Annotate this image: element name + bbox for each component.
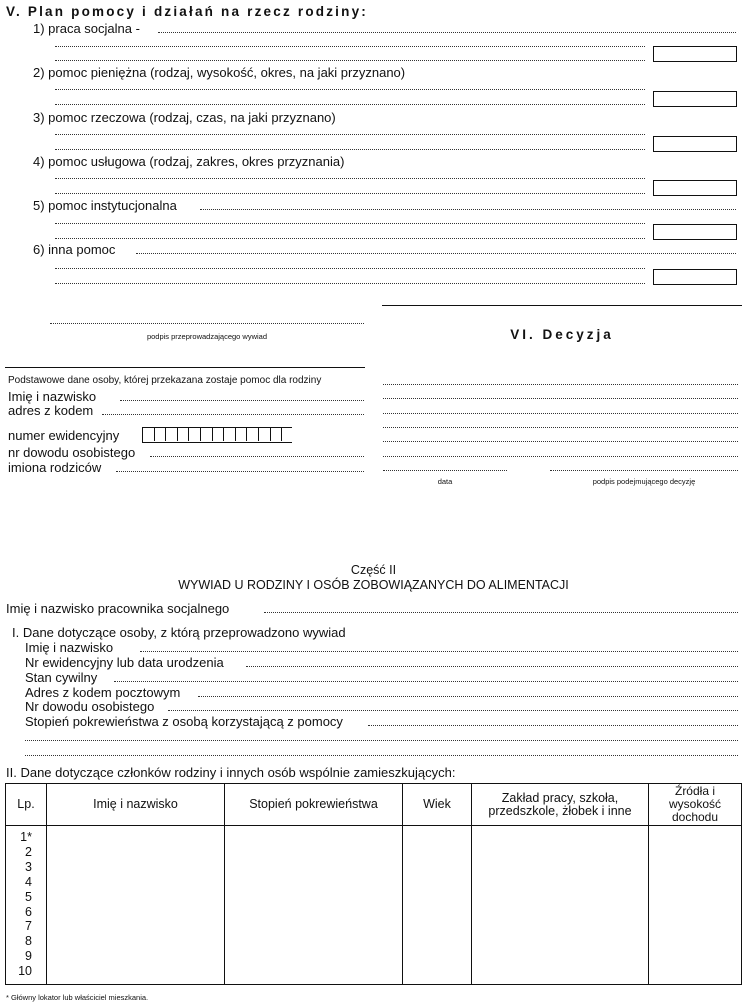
basic-data-rule [5,367,365,368]
plan-item-label: 4) pomoc usługowa (rodzaj, zakres, okres przyznania) [33,154,345,169]
code-box[interactable] [653,136,737,152]
decision-line [383,456,738,457]
decision-line [383,384,738,385]
signature-line [50,323,364,324]
interview-field-label: Nr ewidencyjny lub data urodzenia [25,655,224,670]
row-number: 9 [25,949,32,964]
plan-item-label: 5) pomoc instytucjonalna [33,198,177,213]
interview-field-label: Nr dowodu osobistego [25,699,155,714]
social-worker-label: Imię i nazwisko pracownika socjalnego [6,601,230,616]
household-members-table [5,783,742,985]
basic-address-label: adres z kodem [8,403,94,418]
dotted-line [264,612,738,613]
row-numbers-cell [6,826,47,985]
section-v-heading: V. Plan pomocy i działań na rzecz rodziny: [6,4,368,19]
dotted-line [55,193,645,194]
interview-field-label: Adres z kodem pocztowym [25,685,181,700]
dotted-line [120,400,364,401]
dotted-line [55,89,645,90]
column-header-relation: Stopień pokrewieństwa [225,784,403,826]
column-header-age: Wiek [403,784,472,826]
id-number-label: numer ewidencyjny [8,428,120,443]
row-number: 4 [25,874,32,889]
id-number-boxes[interactable] [142,427,292,443]
dotted-line [198,696,738,697]
workplace-column-cell[interactable] [472,826,649,985]
row-number: 5 [25,889,32,904]
decision-signature-caption: podpis podejmującego decyzję [592,477,696,486]
dotted-line [25,740,738,741]
dotted-line [136,253,736,254]
code-box[interactable] [653,91,737,107]
income-column-cell[interactable] [649,826,742,985]
dotted-line [55,46,645,47]
section-vi-heading: VI. Decyzja [510,327,614,342]
dotted-line [168,710,738,711]
dotted-line [158,32,736,33]
signature-caption: podpis przeprowadzającego wywiad [146,332,268,341]
dotted-line [55,268,645,269]
plan-item-label: 3) pomoc rzeczowa (rodzaj, czas, na jaki przyznano) [33,110,336,125]
footnote: * Główny lokator lub właściciel mieszkania. [6,993,149,1002]
dotted-line [102,414,364,415]
plan-item-label: 6) inna pomoc [33,242,116,257]
dotted-line [55,60,645,61]
date-line [383,470,507,471]
date-caption: data [437,477,453,486]
basic-data-title: Podstawowe dane osoby, której przekazana zostaje pomoc dla rodziny [8,375,322,386]
code-box[interactable] [653,269,737,285]
dotted-line [55,149,645,150]
dotted-line [55,104,645,105]
decision-line [383,441,738,442]
dotted-line [55,134,645,135]
row-number: 1* [20,830,32,844]
age-column-cell[interactable] [403,826,472,985]
basic-id-doc-label: nr dowodu osobistego [8,445,136,460]
row-number: 10 [18,964,32,979]
decision-line [383,398,738,399]
row-number: 2 [25,844,32,859]
column-header-lp: Lp. [6,784,47,826]
name-column-cell[interactable] [47,826,225,985]
interview-field-label: Imię i nazwisko [25,640,114,655]
row-number: 3 [25,859,32,874]
dotted-line [116,471,364,472]
code-box[interactable] [653,224,737,240]
plan-item-label: 1) praca socjalna - [33,21,140,36]
decision-signature-line [550,470,738,471]
decision-line [383,427,738,428]
interview-field-label: Stopień pokrewieństwa z osobą korzystającą z pomocy [25,714,343,729]
plan-item-label: 2) pomoc pieniężna (rodzaj, wysokość, okres, na jaki przyznano) [33,65,406,80]
row-number: 8 [25,934,32,949]
column-header-income: Źródła i wysokość dochodu [649,784,742,826]
row-number: 7 [25,919,32,934]
dotted-line [114,681,738,682]
dotted-line [200,209,736,210]
code-box[interactable] [653,46,737,62]
dotted-line [55,238,645,239]
column-header-name: Imię i nazwisko [47,784,225,826]
interview-field-label: Stan cywilny [25,670,98,685]
code-box[interactable] [653,180,737,196]
part-ii-subtitle: WYWIAD U RODZINY I OSÓB ZOBOWIĄZANYCH DO ALIMENTACJI [178,578,569,592]
basic-name-label: Imię i nazwisko [8,389,97,404]
dotted-line [55,223,645,224]
dotted-line [140,651,738,652]
decision-line [383,413,738,414]
part-ii-title: Część II [350,563,397,577]
dotted-line [55,178,645,179]
relation-column-cell[interactable] [225,826,403,985]
dotted-line [246,666,738,667]
section-ii-title: II. Dane dotyczące członków rodziny i innych osób wspólnie zamieszkujących: [6,765,456,780]
dotted-line [150,456,364,457]
row-number: 6 [25,904,32,919]
section-i-title: I. Dane dotyczące osoby, z którą przeprowadzono wywiad [12,625,346,640]
column-header-workplace: Zakład pracy, szkoła, przedszkole, żłobek i inne [472,784,649,826]
dotted-line [368,725,738,726]
dotted-line [55,283,645,284]
decision-rule [382,305,742,306]
dotted-line [25,755,738,756]
basic-parents-label: imiona rodziców [8,460,102,475]
